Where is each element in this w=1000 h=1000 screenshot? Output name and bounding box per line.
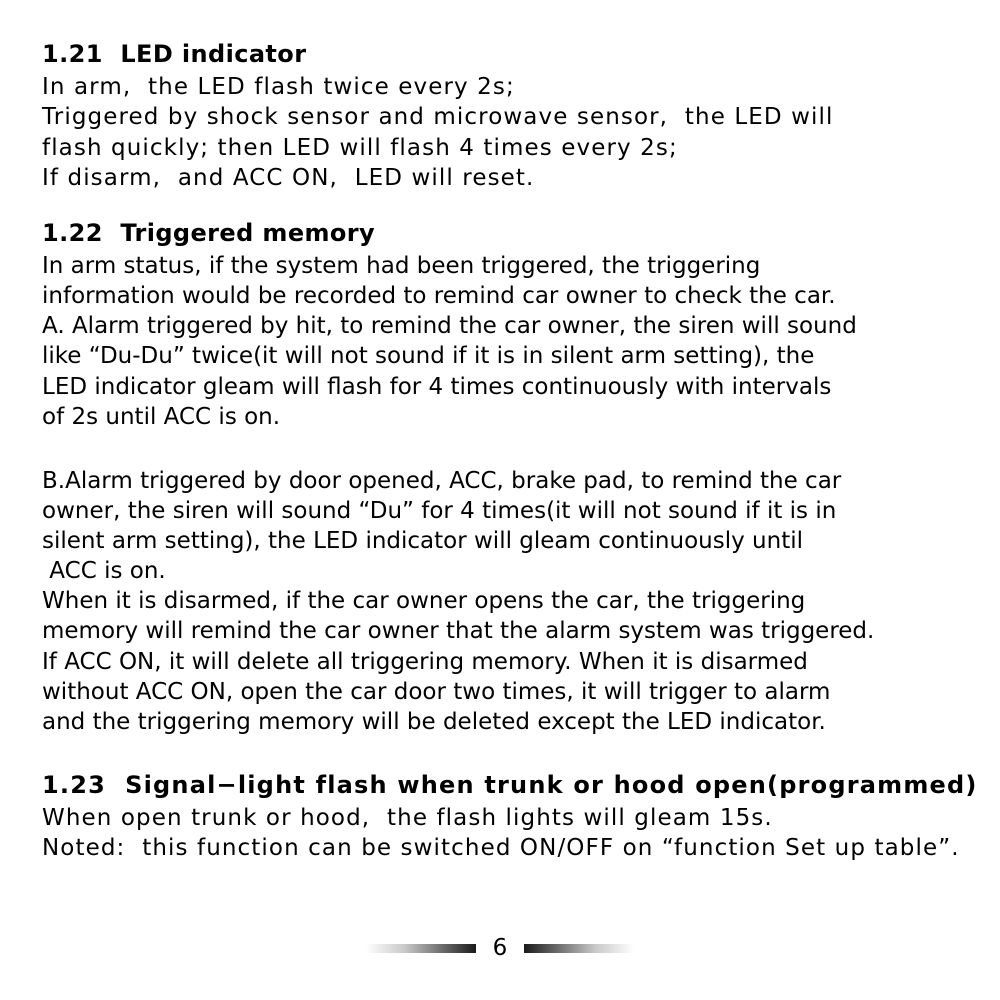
section-1-22-line-5: LED indicator gleam will flash for 4 times continuously with intervals (42, 373, 832, 400)
section-1-22b-line-6: memory will remind the car owner that the alarm system was triggered. (42, 618, 875, 645)
section-1-21-line-3: flash quickly; then LED will flash 4 times every 2s; (42, 134, 678, 161)
section-1-23-line-2: Noted: this function can be switched ON/OFF on “function Set up table”. (42, 835, 960, 862)
footer-rule-left (366, 944, 476, 953)
section-1-22b-line-2: owner, the siren will sound “Du” for 4 times(it will not sound if it is in (42, 497, 837, 524)
section-1-21 (42, 40, 958, 193)
section-1-22b-line-4: ACC is on. (42, 558, 166, 585)
section-1-22-line-6: of 2s until ACC is on. (42, 403, 281, 430)
section-1-22-body-part-b (42, 466, 958, 737)
section-1-21-line-4: If disarm, and ACC ON, LED will reset. (42, 164, 535, 191)
section-1-23-heading: 1.23 Signal−light flash when trunk or hood open(programmed) (42, 770, 978, 799)
section-1-21-line-2: Triggered by shock sensor and microwave sensor, the LED will (42, 104, 834, 131)
section-1-23 (42, 770, 978, 864)
page-footer (0, 937, 1000, 960)
section-1-21-line-1: In arm, the LED flash twice every 2s; (42, 74, 515, 101)
section-1-22-body-part-a (42, 251, 958, 432)
section-1-22b-line-7: If ACC ON, it will delete all triggering memory. When it is disarmed (42, 648, 808, 675)
section-1-21-body (42, 72, 958, 193)
section-1-22b-line-1: B.Alarm triggered by door opened, ACC, brake pad, to remind the car (42, 467, 842, 494)
section-1-22-line-2: information would be recorded to remind car owner to check the car. (42, 283, 836, 310)
section-1-23-body (42, 803, 958, 863)
spacer-3 (42, 737, 958, 771)
section-1-22b-line-3: silent arm setting), the LED indicator will gleam continuously until (42, 528, 803, 555)
section-1-22b-line-9: and the triggering memory will be deleted except the LED indicator. (42, 708, 826, 735)
spacer-2 (42, 432, 958, 466)
section-1-22b-line-5: When it is disarmed, if the car owner opens the car, the triggering (42, 588, 806, 615)
section-1-22-line-1: In arm status, if the system had been triggered, the triggering (42, 253, 761, 280)
section-1-23-line-1: When open trunk or hood, the flash lights will gleam 15s. (42, 805, 773, 832)
footer-rule-right (524, 944, 634, 953)
section-1-22-line-4: like “Du-Du” twice(it will not sound if it is in silent arm setting), the (42, 343, 815, 370)
section-1-22b-line-8: without ACC ON, open the car door two times, it will trigger to alarm (42, 678, 831, 705)
page-number: 6 (492, 935, 508, 961)
section-1-21-heading: 1.21 LED indicator (42, 40, 307, 68)
spacer-1 (42, 193, 958, 219)
section-1-22 (42, 219, 958, 737)
section-1-22-line-3: A. Alarm triggered by hit, to remind the car owner, the siren will sound (42, 313, 857, 340)
section-1-22-heading: 1.22 Triggered memory (42, 218, 376, 247)
